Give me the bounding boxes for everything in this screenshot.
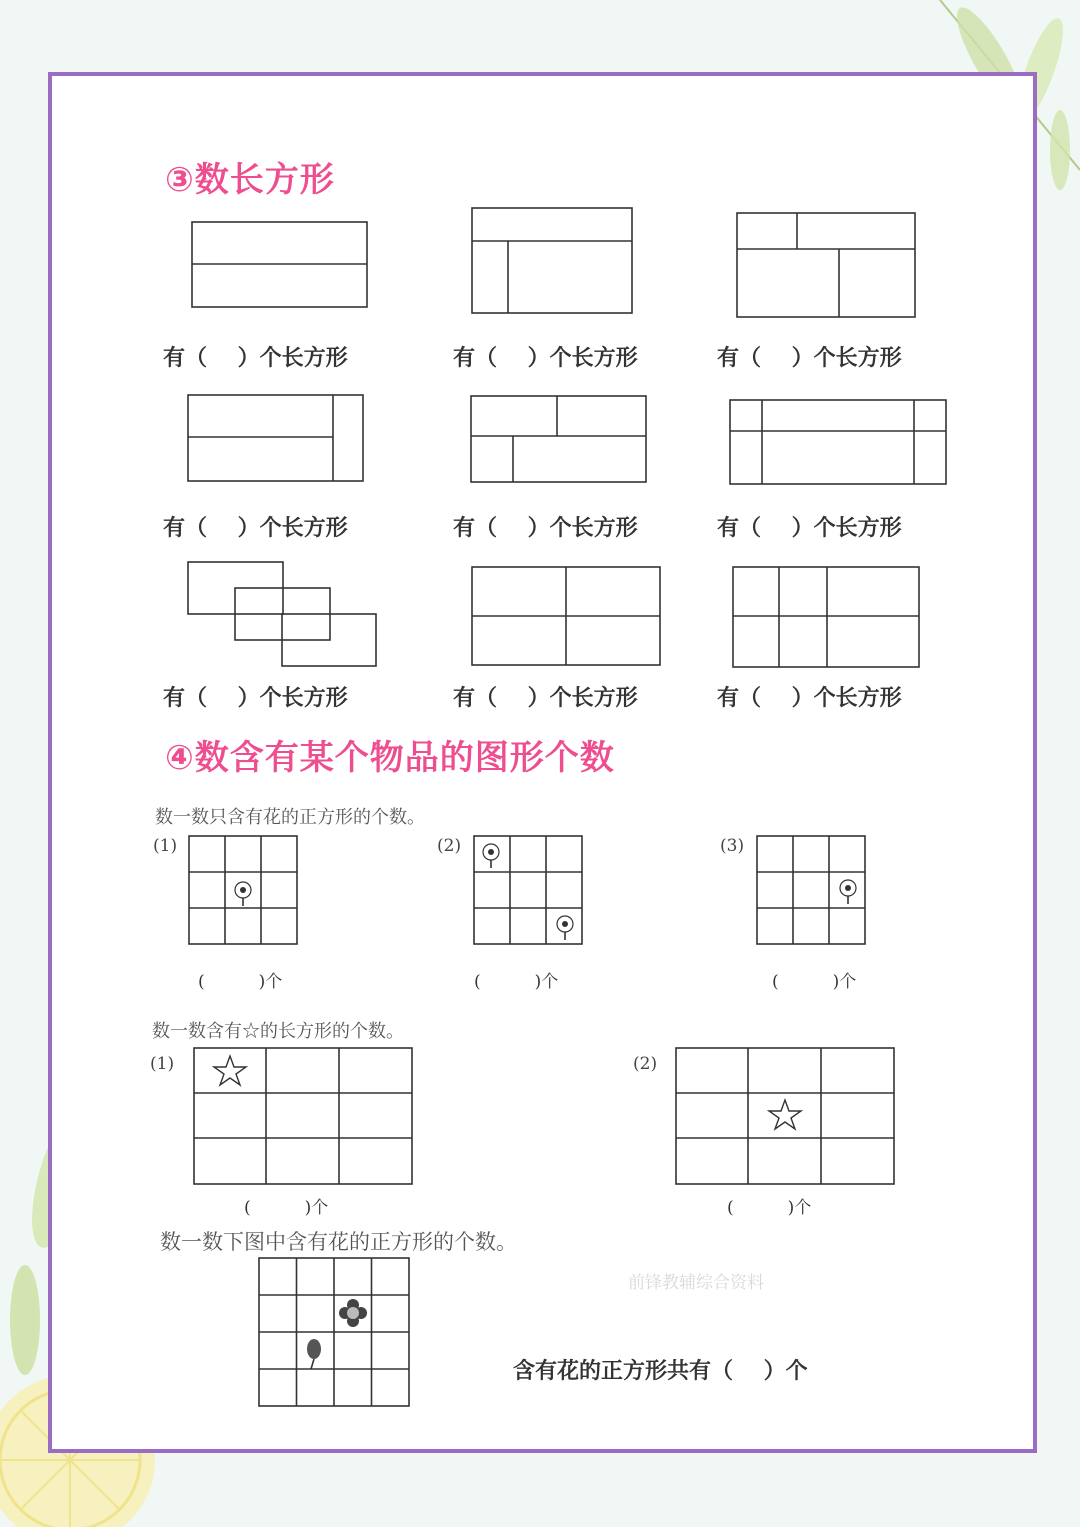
figure-6 — [728, 398, 950, 488]
problem-label: (1) — [153, 836, 178, 856]
star-icon — [214, 1056, 246, 1085]
problem-label: (3) — [720, 836, 745, 856]
rectangle-count-caption: 有（ ）个长方形 — [453, 346, 638, 371]
rectangle-count-caption: 有（ ）个长方形 — [453, 686, 638, 711]
instruction-star-rectangles: 数一数含有☆的长方形的个数。 — [152, 1021, 404, 1042]
answer-blank: ( )个 — [198, 972, 283, 992]
rectangle-count-caption: 有（ ）个长方形 — [163, 686, 348, 711]
rectangle-count-caption: 有（ ）个长方形 — [717, 346, 902, 371]
figure-9 — [731, 565, 923, 671]
answer-blank: ( )个 — [772, 972, 857, 992]
problem-label: (2) — [437, 836, 462, 856]
rectangle-count-caption: 有（ ）个长方形 — [717, 516, 902, 541]
flower-grid-1 — [188, 835, 300, 947]
figure-3 — [735, 211, 920, 321]
figure-1 — [190, 220, 370, 310]
rectangle-count-caption: 有（ ）个长方形 — [163, 516, 348, 541]
rectangle-count-caption: 有（ ）个长方形 — [453, 516, 638, 541]
star-grid-1 — [192, 1046, 416, 1188]
section4-heading: ④数含有某个物品的图形个数 — [165, 738, 615, 778]
problem-label: (1) — [150, 1054, 175, 1074]
flower-grid-2 — [473, 835, 585, 947]
flower-icon — [840, 880, 856, 904]
flower-icon — [339, 1299, 367, 1327]
flower-icon — [307, 1339, 321, 1369]
flower-grid-4x4 — [258, 1257, 412, 1409]
answer-blank: ( )个 — [244, 1198, 329, 1218]
flower-icon — [483, 844, 499, 868]
answer-blank: ( )个 — [474, 972, 559, 992]
section3-heading: ③数长方形 — [165, 160, 335, 200]
figure-4 — [186, 393, 366, 485]
answer-blank: ( )个 — [727, 1198, 812, 1218]
flower-icon — [235, 882, 251, 906]
flower-grid-3 — [756, 835, 868, 947]
rectangle-count-caption: 有（ ）个长方形 — [717, 686, 902, 711]
instruction-bottom: 数一数下图中含有花的正方形的个数。 — [160, 1230, 517, 1254]
figure-2 — [470, 206, 635, 316]
instruction-flower-squares: 数一数只含有花的正方形的个数。 — [155, 807, 425, 828]
figure-8 — [470, 565, 665, 669]
rectangle-count-caption: 有（ ）个长方形 — [163, 346, 348, 371]
problem-label: (2) — [633, 1054, 658, 1074]
watermark-text: 前锋教辅综合资料 — [628, 1273, 764, 1293]
star-grid-2 — [674, 1046, 898, 1188]
figure-7 — [186, 560, 381, 670]
flower-icon — [557, 916, 573, 940]
total-flower-squares-caption: 含有花的正方形共有（ ）个 — [513, 1359, 808, 1384]
figure-5 — [469, 394, 649, 486]
star-icon — [769, 1100, 801, 1129]
